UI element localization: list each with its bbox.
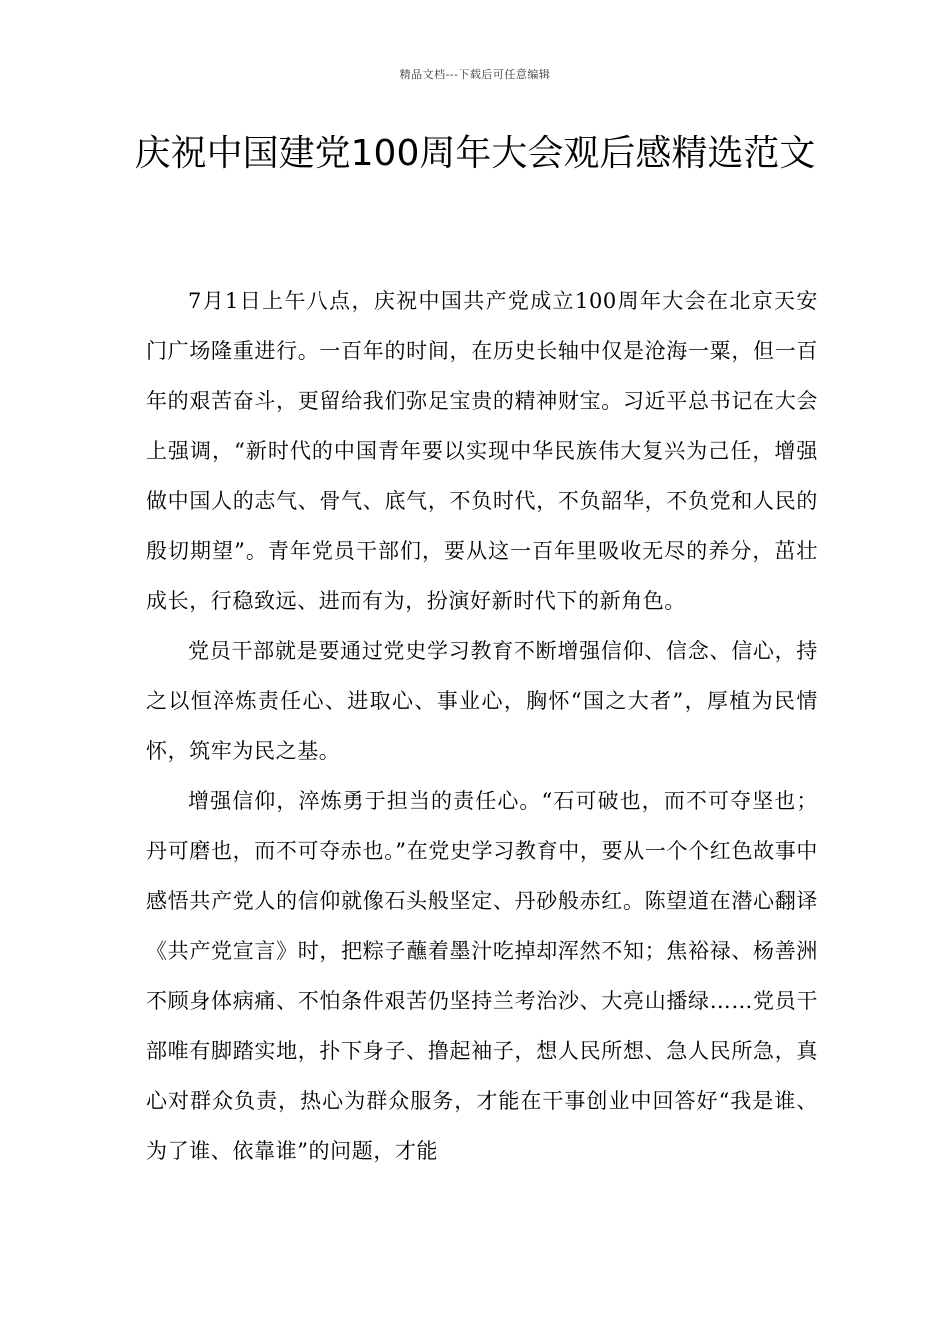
document-title: 庆祝中国建党100周年大会观后感精选范文: [134, 133, 816, 174]
document-body: [146, 276, 818, 1176]
paragraph-1: 7月1日上午八点，庆祝中国共产党成立100周年大会在北京天安门广场隆重进行。一百年的时间，在历史长轴中仅是沧海一粟，但一百年的艰苦奋斗，更留给我们弥足宝贵的精神财宝。习近平总书记在大会上强调，“新时代的中国青年要以实现中华民族伟大复兴为己任，增强做中国人的志气、骨气、底气，不负时代，不负韶华，不负党和人民的殷切期望”。青年党员干部们，要从这一百年里吸收无尽的养分，茁壮成长，行稳致远、进而有为，扮演好新时代下的新角色。: [146, 289, 818, 613]
paragraph-3: 增强信仰，淬炼勇于担当的责任心。“石可破也，而不可夺坚也；丹可磨也，而不可夺赤也。”在党史学习教育中，要从一个个红色故事中感悟共产党人的信仰就像石头般坚定、丹砂般赤红。陈望道在潜心翻译《共产党宣言》时，把粽子蘸着墨汁吃掉却浑然不知；焦裕禄、杨善洲不顾身体病痛、不怕条件艰苦仍坚持兰考治沙、大亮山播绿……党员干部唯有脚踏实地，扑下身子、撸起袖子，想人民所想、急人民所急，真心对群众负责，热心为群众服务，才能在干事创业中回答好“我是谁、为了谁、依靠谁”的问题，才能: [146, 789, 818, 1163]
paragraph-2: 党员干部就是要通过党史学习教育不断增强信仰、信念、信心，持之以恒淬炼责任心、进取心、事业心，胸怀“国之大者”，厚植为民情怀，筑牢为民之基。: [146, 639, 818, 763]
header-note: 精品文档---下载后可任意编辑: [399, 68, 551, 81]
